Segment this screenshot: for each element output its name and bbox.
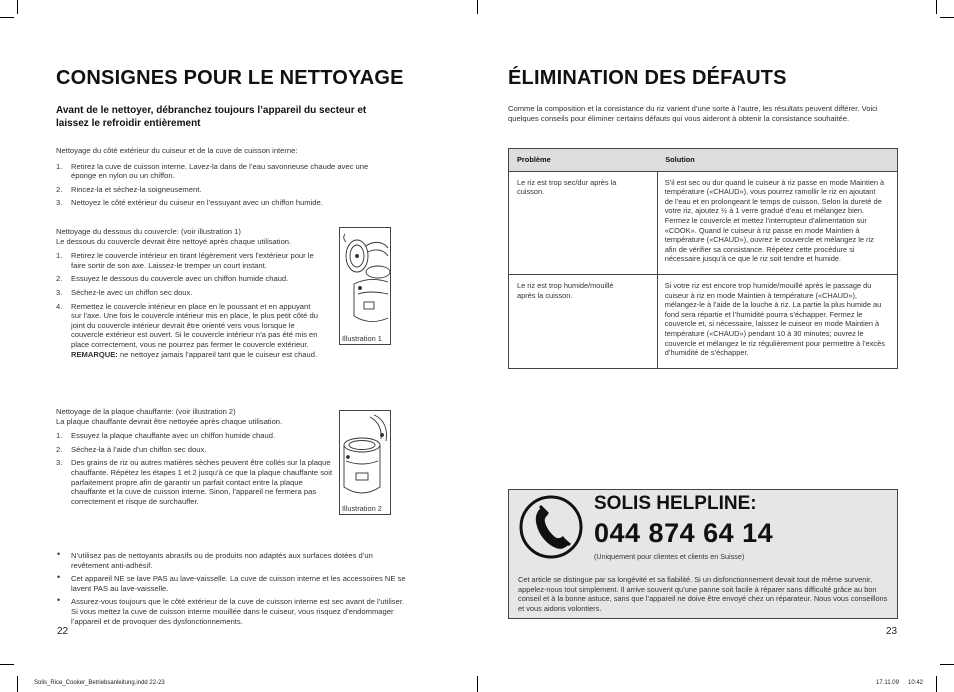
remark-label: REMARQUE:: [71, 349, 118, 359]
list-item: [56, 288, 318, 298]
problem-cell: Le riz est trop humide/mouillé après la cuisson.: [509, 274, 658, 368]
crop-mark: [17, 0, 18, 14]
step-text: Retirez la cuve de cuisson interne. Lavez-la dans de l’eau savonneuse chaude avec une éponge en nylon ou un chiffon.: [71, 161, 369, 181]
cleaning-warnings: [56, 551, 406, 630]
troubleshooting-intro: Comme la composition et la consistance du riz varient d’une sorte à l’autre, les résultats peuvent différer. Voici quelques conseils pour éliminer certains défauts qui vous aideront à obtenir la consistance souhaitée.: [508, 104, 878, 123]
crop-mark: [17, 676, 18, 692]
step-number: 3.: [56, 287, 63, 297]
section-intro: La plaque chauffante devrait être nettoyée après chaque utilisation.: [56, 416, 283, 426]
helpline-phone-number: 044 874 64 14: [594, 518, 774, 548]
table-header-row: [509, 149, 898, 172]
bullet-icon: •: [57, 572, 61, 583]
page-title-troubleshooting: ÉLIMINATION DES DÉFAUTS: [508, 67, 787, 89]
list-item: [56, 251, 318, 270]
step-text: Rincez-la et séchez-la soigneusement.: [71, 184, 202, 194]
column-header-problem: Problème: [509, 149, 658, 172]
page-number-left: 22: [57, 626, 69, 637]
crop-mark: [940, 664, 954, 665]
step-text: Nettoyez le côté extérieur du cuiseur en l’essuyant avec un chiffon humide.: [71, 198, 323, 208]
illustration-caption: Illustration 2: [342, 504, 382, 513]
crop-mark: [477, 0, 478, 14]
list-item: [56, 445, 338, 455]
step-number: 4.: [56, 301, 63, 311]
cleaning-subtitle: Avant de le nettoyer, débranchez toujours l’appareil du secteur et laissez le refroidir entièrement: [56, 105, 367, 129]
step-text: Essuyez le dessous du couvercle avec un chiffon humide chaud.: [71, 274, 289, 284]
step-number: 3.: [56, 458, 63, 468]
section-lid-cleaning: [56, 227, 318, 363]
section-intro: Nettoyage de la plaque chauffante: (voir illustration 2): [56, 407, 236, 416]
steps-list: [56, 251, 318, 359]
illustration-2: [339, 410, 391, 515]
crop-mark: [0, 664, 14, 665]
helpline-body: Cet article se distingue par sa longévité et sa fiabilité. Si un disfonctionnement devait tout de même survenir, appelez-nous tout simplement. Il arrive souvent qu’une panne soit facile à réparer sans difficulté grâce au bon conseil et à la bonne astuce, sans que l’appareil ne doive être envoyé chez un réparateur. Nous vous conseillons et vous aidons volontiers.: [518, 575, 888, 613]
list-item: [56, 551, 406, 570]
list-item: [56, 185, 381, 195]
helpline-title: SOLIS HELPLINE:: [594, 493, 757, 514]
helpline-box: [508, 489, 898, 619]
column-header-solution: Solution: [657, 149, 897, 172]
rice-cooker-lid-drawing: [340, 228, 390, 332]
helpline-note: (Uniquement pour clientes et clients en Suisse): [594, 552, 745, 561]
remark-text: ne nettoyez jamais l’appareil tant que le cuiseur est chaud.: [117, 349, 318, 359]
list-item: [56, 162, 381, 181]
step-number: 2.: [56, 184, 63, 194]
list-item: [56, 302, 318, 360]
step-text: Séchez-la à l’aide d’un chiffon sec doux.: [71, 444, 207, 454]
page-number-right: 23: [886, 626, 898, 637]
telephone-handset-icon: [518, 494, 584, 560]
crop-mark: [0, 17, 14, 18]
table-row: [509, 171, 898, 274]
footer-date: 17.11.09: [876, 680, 899, 686]
step-number: 3.: [56, 198, 63, 208]
step-number: 1.: [56, 251, 63, 261]
section-intro: Nettoyage du côté extérieur du cuiseur et de la cuve de cuisson interne:: [56, 146, 298, 155]
step-text: Essuyez la plaque chauffante avec un chiffon humide chaud.: [71, 431, 276, 441]
bullet-list: [56, 551, 406, 626]
step-number: 2.: [56, 274, 63, 284]
footer-time: 10:42: [908, 680, 924, 686]
bullet-text: N’utilisez pas de nettoyants abrasifs ou de produits non adaptés aux surfaces dotées d’un revêtement anti-adhésif.: [71, 551, 373, 570]
crop-mark: [940, 17, 954, 18]
step-number: 1.: [56, 161, 63, 171]
bullet-icon: •: [57, 595, 61, 606]
bullet-icon: •: [57, 549, 61, 559]
list-item: [56, 597, 406, 626]
section-intro: Nettoyage du dessous du couvercle: (voir illustration 1): [56, 227, 241, 236]
problem-cell: Le riz est trop sec/dur après la cuisson.: [509, 171, 658, 274]
solution-cell: Si votre riz est encore trop humide/mouillé après le passage du cuiseur à riz en mode Maintien à température («CHAUD»), mélangez-le à l’aide de la louche à riz. La partie la plus humide au fond sera répartie et l’humidité pourra s’échapper. Fermez le couvercle et, si nécessaire, laissez le cuiseur en mode Maintien à température («CHAUD») pendant 10 à 30 minutes; ouvrez le couvercle et mélangez le riz régulièrement pour permettre à l’excès d’humidité de s’échapper.: [657, 274, 897, 368]
list-item: [56, 574, 406, 593]
troubleshooting-table: [508, 148, 898, 369]
solution-cell: S’il est sec ou dur quand le cuiseur à riz passe en mode Maintien à température («CHAUD»), vous pourrez ramollir le riz en ajoutant de l’eau et en prolongeant le temps de cuisson. Selon la dureté de votre riz, ajoutez ½ à 1 verre gradué d’eau et mélangez bien. Fermez le couvercle et mettez l’interrupteur d’alimentation sur «COOK». Quand le cuiseur à riz passe en mode Maintien à température («CHAUD»), ouvrez le couvercle et mélangez le riz afin de vérifier sa consistance. Répétez cette procédure si nécessaire jusqu’à ce que le riz soit tendre et humide.: [657, 171, 897, 274]
bullet-text: Assurez-vous toujours que le côté extérieur de la cuve de cuisson interne est sec avant de l’utiliser. Si vous mettez la cuve de cuisson interne mouillée dans le cuiseur, vous risquez d’endommager l’appareil et de provoquer des dysfonctionnements.: [71, 597, 405, 626]
crop-mark: [477, 676, 478, 692]
step-text: Des grains de riz ou autres matières sèches peuvent être collés sur la plaque chauffante. Répétez les étapes 1 et 2 jusqu’à ce que la plaque chauffante soit parfaitement propre afin de garantir un parfait contact entre la plaque chauffante et la cuve de cuisson interne. Sinon, l’appareil ne fermera pas correctement et risque de surchauffer.: [71, 458, 333, 506]
section-exterior-cleaning: [56, 146, 381, 212]
rice-cooker-body-drawing: [340, 411, 390, 503]
table-row: [509, 274, 898, 368]
steps-list: [56, 162, 381, 208]
page-title-cleaning: CONSIGNES POUR LE NETTOYAGE: [56, 67, 404, 89]
section-intro: Le dessous du couvercle devrait être nettoyé après chaque utilisation.: [56, 236, 292, 246]
crop-mark: [936, 676, 937, 692]
list-item: [56, 198, 381, 208]
step-text: Séchez-le avec un chiffon sec doux.: [71, 287, 193, 297]
bullet-text: Cet appareil NE se lave PAS au lave-vaisselle. La cuve de cuisson interne et les accessoires NE se lavent PAS au lave-vaisselle.: [71, 574, 406, 593]
footer-filename: Solis_Rice_Cooker_Betriebsanleitung.indd 22-23: [34, 680, 165, 686]
step-number: 1.: [56, 431, 63, 441]
step-text: Retirez le couvercle intérieur en tirant légèrement vers l’extérieur pour le faire sortir de son axe. Laissez-le tremper un court instant.: [71, 251, 314, 270]
steps-list: [56, 431, 338, 506]
step-text: Remettez le couvercle intérieur en place en le poussant et en appuyant sur l’axe. Une fois le couvercle intérieur mis en place, le plus petit côté du joint du couvercle intérieur devrait être orienté vers vous lorsque le couvercle extérieur est ouvert. Si le couvercle intérieur n’a pas été mis en place correctement, vous ne pourrez pas fermer le couvercle extérieur.: [71, 301, 318, 349]
list-item: [56, 274, 318, 284]
step-number: 2.: [56, 444, 63, 454]
list-item: [56, 458, 338, 506]
section-heating-plate-cleaning: [56, 407, 338, 510]
crop-mark: [936, 0, 937, 14]
illustration-caption: Illustration 1: [342, 334, 382, 343]
list-item: [56, 431, 338, 441]
illustration-1: [339, 227, 391, 345]
